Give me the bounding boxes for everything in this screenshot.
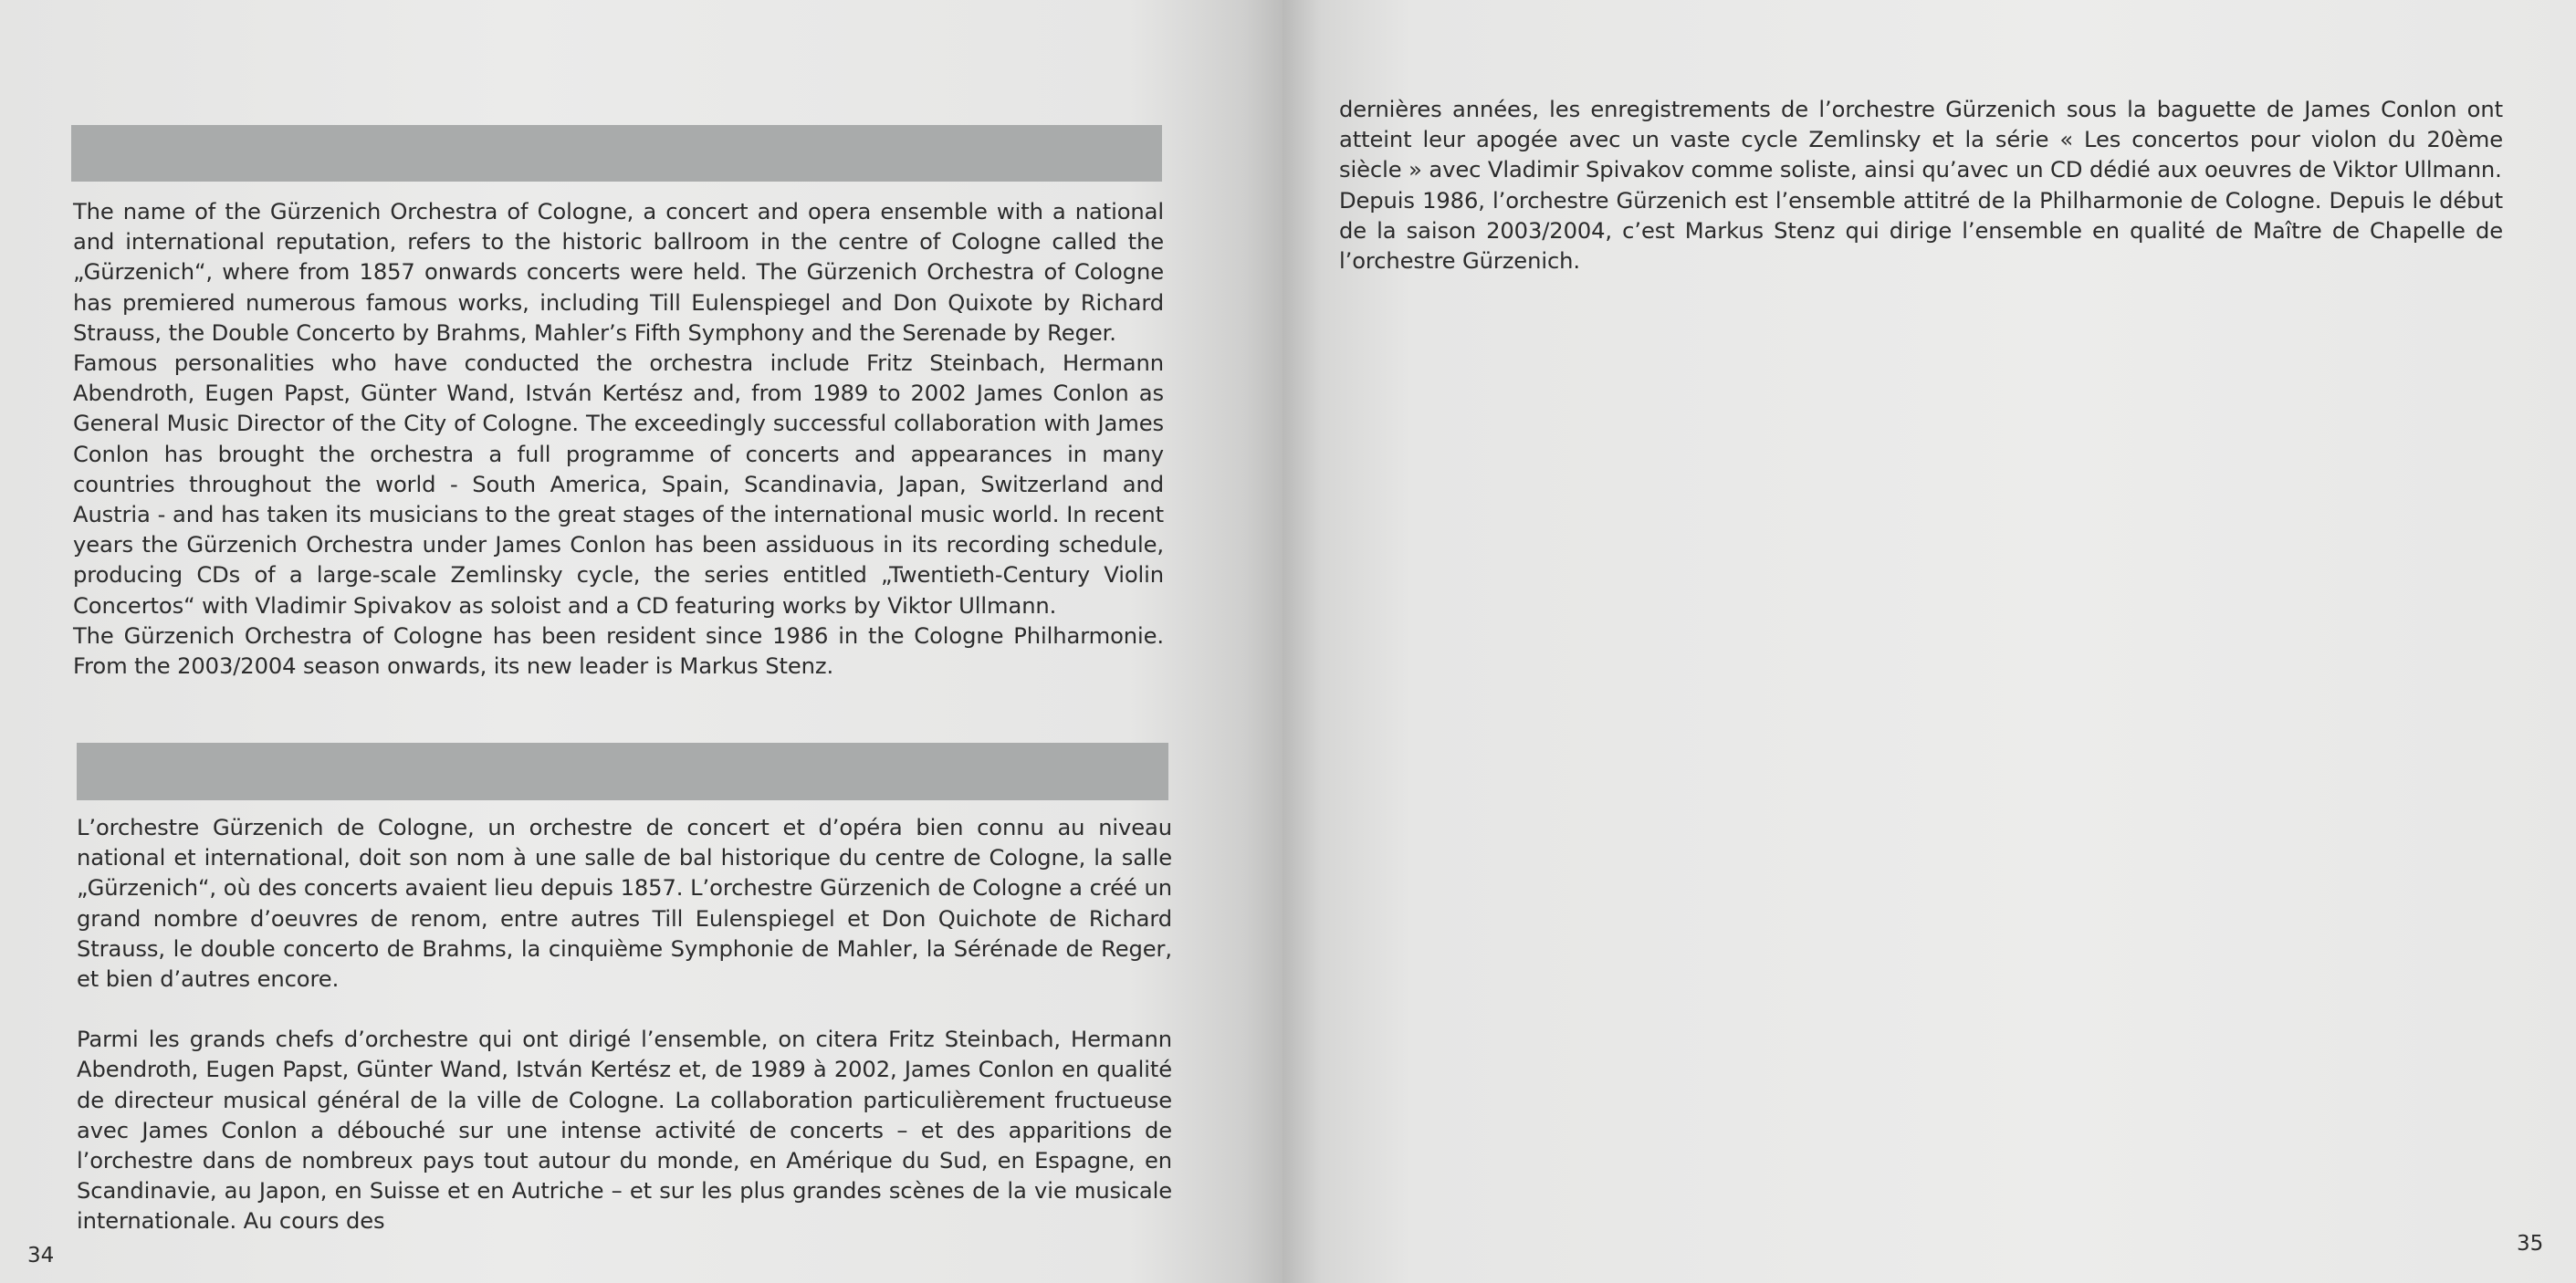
- french-section-header-bar: [77, 743, 1168, 800]
- french-paragraph-1: L’orchestre Gürzenich de Cologne, un orchestre de concert et d’opéra bien connu au niveau national et international, doit son nom à une salle de bal historique du centre de Cologne, la salle „Gürzenich“, où des concerts avaient lieu depuis 1857. L’orchestre Gürzenich de Cologne a créé un grand nombre d’oeuvres de renom, entre autres Till Eulenspiegel et Don Quichote de Richard Strauss, le double concerto de Brahms, la cinquième Symphonie de Mahler, la Sérénade de Reger, et bien d’autres encore.: [77, 815, 1172, 993]
- english-paragraph-3: The Gürzenich Orchestra of Cologne has been resident since 1986 in the Cologne Philharmonie. From the 2003/2004 season onwards, its new leader is Markus Stenz.: [73, 622, 1164, 680]
- english-paragraph-2: Famous personalities who have conducted the orchestra include Fritz Steinbach, Hermann Abendroth, Eugen Papst, Günter Wand, István Kertész and, from 1989 to 2002 James Conlon as General Music Director of the City of Cologne. The exceedingly successful collaboration with James Conlon has brought the orchestra a full programme of concerts and appearances in many countries throughout the world - South America, Spain, Scandinavia, Japan, Switzerland and Austria - and has taken its musicians to the great stages of the international music world. In recent years the Gürzenich Orchestra under James Conlon has been assiduous in its recording schedule, producing CDs of a large-scale Zemlinsky cycle, the series entitled „Twentieth-Century Violin Concertos“ with Vladimir Spivakov as soloist and a CD featuring works by Viktor Ullmann.: [73, 350, 1164, 619]
- french-biography-continued-text: [1339, 95, 2503, 276]
- english-paragraph-1: The name of the Gürzenich Orchestra of Cologne, a concert and opera ensemble with a national and international reputation, refers to the historic ballroom in the centre of Cologne called the „Gürzenich“, where from 1857 onwards concerts were held. The Gürzenich Orchestra of Cologne has premiered numerous famous works, including Till Eulenspiegel and Don Quixote by Richard Strauss, the Double Concerto by Brahms, Mahler’s Fifth Symphony and the Serenade by Reger.: [73, 199, 1164, 346]
- english-section-header-bar: [71, 125, 1162, 182]
- french-biography-text: [77, 813, 1172, 1237]
- left-page: [0, 0, 1283, 1283]
- french-continued-paragraph-1: dernières années, les enregistrements de l’orchestre Gürzenich sous la baguette de James Conlon ont atteint leur apogée avec un vaste cycle Zemlinsky et la série « Les concertos pour violon du 20ème siècle » avec Vladimir Spivakov comme soliste, ainsi qu’avec un CD dédié aux oeuvres de Viktor Ullmann.: [1339, 97, 2503, 183]
- right-page: [1283, 0, 2576, 1283]
- french-continued-paragraph-2: Depuis 1986, l’orchestre Gürzenich est l’ensemble attitré de la Philharmonie de Cologne. Depuis le début de la saison 2003/2004, c’est Markus Stenz qui dirige l’ensemble en qualité de Maître de Chapelle de l’orchestre Gürzenich.: [1339, 187, 2503, 275]
- french-paragraph-2: Parmi les grands chefs d’orchestre qui ont dirigé l’ensemble, on citera Fritz Steinbach, Hermann Abendroth, Eugen Papst, Günter Wand, István Kertész et, de 1989 à 2002, James Conlon en qualité de directeur musical général de la ville de Cologne. La collaboration particulièrement fructueuse avec James Conlon a débouché sur une intense activité de concerts – et des apparitions de l’orchestre dans de nombreux pays tout autour du monde, en Amérique du Sud, en Espagne, en Scandinavie, au Japon, en Suisse et en Autriche – et sur les plus grandes scènes de la vie musicale internationale. Au cours des: [77, 1027, 1172, 1235]
- page-number-right: 35: [2517, 1232, 2544, 1256]
- english-biography-text: [73, 197, 1164, 682]
- page-number-left: 34: [27, 1244, 55, 1267]
